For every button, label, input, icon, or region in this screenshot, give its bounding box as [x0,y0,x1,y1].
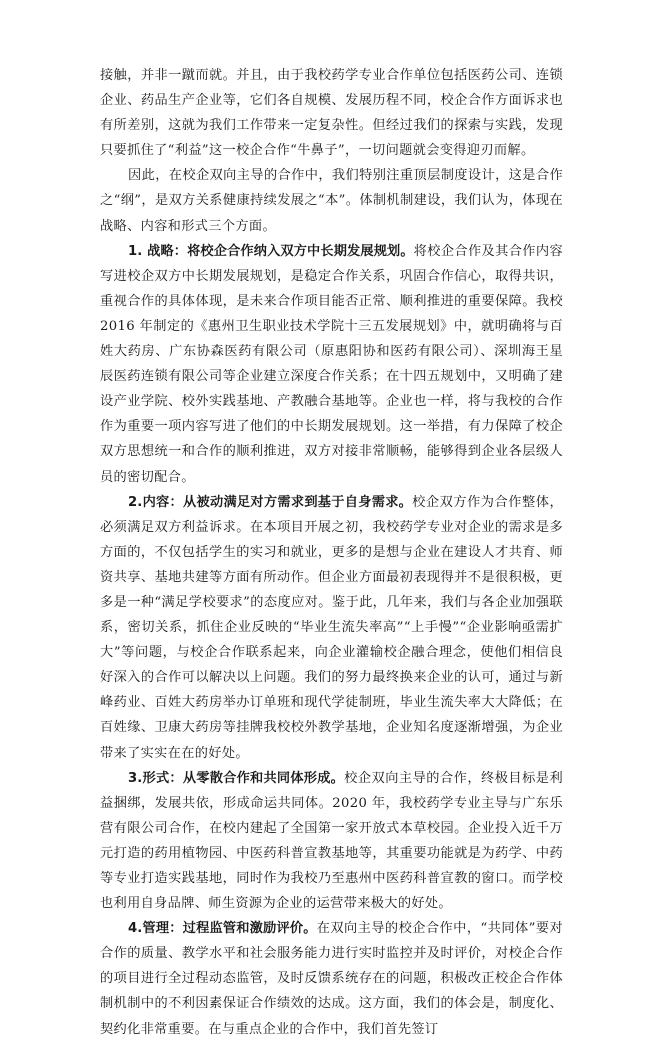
paragraph-text: 在双向主导的校企合作中，“共同体”要对合作的质量、教学水平和社会服务能力进行实时监控并及时评价，对校企合作的项目进行全过程动态监管，及时反馈系统存在的问题，积极改正校企合作体制机制中的不利因素保证合作绩效的达成。这方面，我们的体会是，制度化、契约化非常重要。在与重点企业的合作中，我们首先签订 [100,921,564,1037]
paragraph-content [100,490,563,766]
section-heading-management: 4.管理：过程监管和激励评价。 [128,921,317,937]
paragraph-strategy [100,239,563,490]
paragraph-text: 校企双向主导的合作，终极目标是利益捆绑，发展共依，形成命运共同体。2020 年，我校药学专业主导与广东乐营有限公司合作，在校内建起了全国第一家开放式本草校园。企业投入近千万元打造的药用植物园、中医药科普宣教基地等，其重要功能就是为药学、中药等专业打造实践基地，同时作为我校乃至惠州中医药科普宣教的窗口。而学校也利用自身品牌、师生资源为企业的运营带来极大的好处。 [100,770,563,912]
paragraph-intro-continuation [100,63,563,163]
paragraph-text: 因此，在校企双向主导的合作中，我们特别注重顶层制度设计，这是合作之“纲”，是双方关系健康持续发展之“本”。体制机制建设，我们认为，体现在战略、内容和形式三个方面。 [100,168,563,234]
paragraph-form [100,766,563,917]
section-heading-strategy: 1. 战略：将校企合作纳入双方中长期发展规划。 [128,243,414,259]
paragraph-text: 将校企合作及其合作内容写进校企双方中长期发展规划，是稳定合作关系，巩固合作信心，取得共识，重视合作的具体体现，是未来合作项目能否正常、顺利推进的重要保障。我校 2016 年制定的《惠州卫生职业技术学院十三五发展规划》中，就明确将与百姓大药房、广东协森医药有限公司（原惠阳协和医药有限公司）、深圳海王星辰医药连锁有限公司等企业建立深度合作关系；在十四五规划中，又明确了建设产业学院、校外实践基地、产教融合基地等。企业也一样，将与我校的合作作为重要一项内容写进了他们的中长期发展规划。这一举措，有力保障了校企双方思想统一和合作的顺利推进，双方对接非常顺畅，能够得到企业各层级人员的密切配合。 [100,243,563,485]
document-page [100,63,563,1042]
paragraph-text: 校企双方作为合作整体，必须满足双方利益诉求。在本项目开展之初，我校药学专业对企业的需求是多方面的，不仅包括学生的实习和就业，更多的是想与企业在建设人才共育、师资共享、基地共建等方面有所动作。但企业方面最初表现得并不是很积极，更多是一种“满足学校要求”的态度应对。鉴于此，几年来，我们与各企业加强联系，密切关系，抓住企业反映的“毕业生流失率高”“上手慢”“企业影响亟需扩大”等问题，与校企合作联系起来，向企业灌输校企融合理念，使他们相信良好深入的合作可以解决以上问题。我们的努力最终换来企业的认可，通过与新峰药业、百姓大药房举办订单班和现代学徒制班，毕业生流失率大大降低；在百姓缘、卫康大药房等挂牌我校校外教学基地，企业知名度逐渐增强，为企业带来了实实在在的好处。 [100,494,563,761]
paragraph-framework [100,163,563,238]
paragraph-text: 接触，并非一蹴而就。并且，由于我校药学专业合作单位包括医药公司、连锁企业、药品生产企业等，它们各自规模、发展历程不同，校企合作方面诉求也有所差别，这就为我们工作带来一定复杂性。但经过我们的探索与实践，发现只要抓住了“利益”这一校企合作“牛鼻子”，一切问题就会变得迎刃而解。 [100,68,563,159]
section-heading-form: 3.形式：从零散合作和共同体形成。 [128,770,345,786]
paragraph-management [100,916,563,1041]
section-heading-content: 2.内容：从被动满足对方需求到基于自身需求。 [128,494,413,510]
